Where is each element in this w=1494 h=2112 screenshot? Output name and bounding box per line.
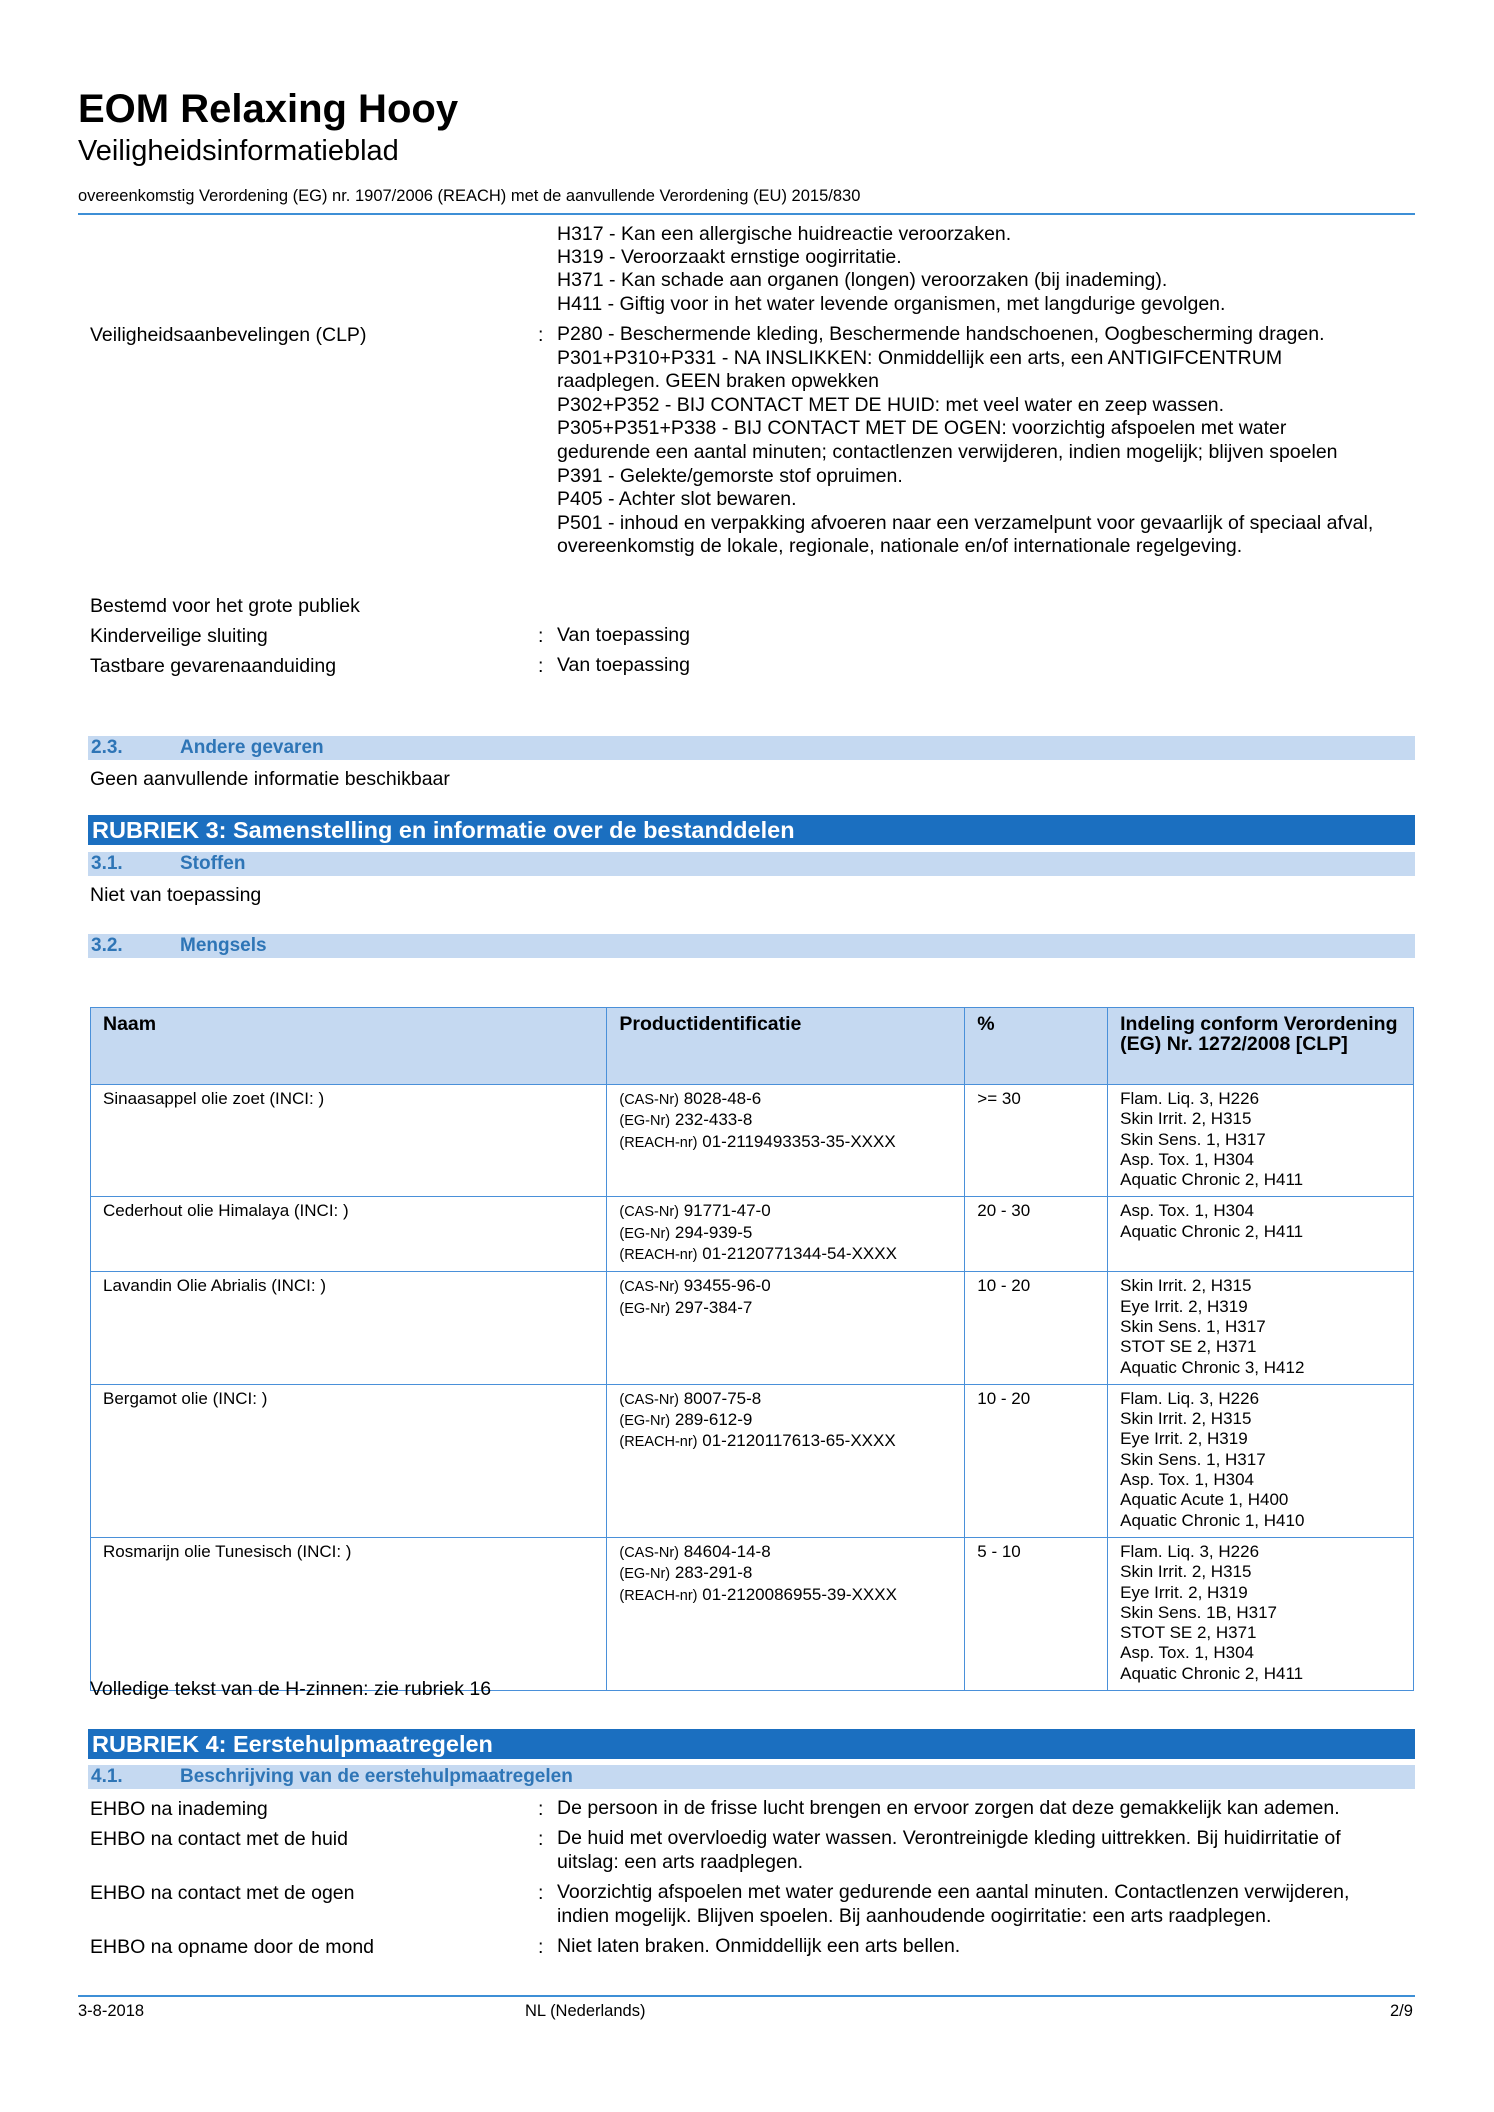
product-identification	[607, 1085, 965, 1197]
product-identification	[607, 1537, 965, 1690]
classification-line: Flam. Liq. 3, H226	[1120, 1388, 1260, 1408]
substance-name: Rosmarijn olie Tunesisch (INCI: )	[91, 1537, 607, 1690]
identifier-line	[619, 1298, 952, 1319]
classification-line: Skin Sens. 1, H317	[1120, 1129, 1266, 1149]
identifier-type: (REACH-nr)	[619, 1247, 698, 1264]
precautionary-line: P391 - Gelekte/gemorste stof opruimen.	[557, 465, 903, 487]
identifier-line	[619, 1223, 952, 1244]
identifier-line	[619, 1585, 952, 1606]
regulation-line: overeenkomstig Verordening (EG) nr. 1907/2006 (REACH) met de aanvullende Verordening (EU) 2015/830	[78, 187, 861, 205]
section-number: 3.1.	[91, 853, 123, 874]
public-label: Bestemd voor het grote publiek	[90, 595, 360, 617]
first-aid-label: EHBO na opname door de mond	[90, 1936, 375, 1958]
classification-line: Flam. Liq. 3, H226	[1120, 1541, 1260, 1561]
precautionary-colon: :	[538, 324, 544, 346]
identifier-value: 8007-75-8	[683, 1388, 762, 1408]
classification-line: Skin Irrit. 2, H315	[1120, 1109, 1252, 1129]
classification-line: Skin Sens. 1, H317	[1120, 1316, 1266, 1336]
clp-classification	[1108, 1384, 1414, 1537]
mixture-table	[90, 1007, 1414, 1691]
identifier-line	[619, 1089, 952, 1110]
classification-line: Skin Irrit. 2, H315	[1120, 1409, 1252, 1429]
identifier-line	[619, 1201, 952, 1222]
first-aid-text: De persoon in de frisse lucht brengen en ervoor zorgen dat deze gemakkelijk kan ademen.	[557, 1797, 1340, 1819]
identifier-type: (CAS-Nr)	[619, 1092, 679, 1108]
first-aid-colon: :	[538, 1936, 544, 1958]
classification-line: Aquatic Chronic 3, H412	[1120, 1357, 1305, 1377]
product-title: EOM Relaxing Hooy	[78, 87, 459, 131]
identifier-line	[619, 1410, 952, 1431]
product-identification	[607, 1272, 965, 1384]
first-aid-text: uitslag: een arts raadplegen.	[557, 1851, 804, 1873]
concentration: 5 - 10	[965, 1537, 1108, 1690]
classification-line: Eye Irrit. 2, H319	[1120, 1296, 1248, 1316]
rubriek-title: RUBRIEK 3: Samenstelling en informatie over de bestanddelen	[92, 817, 795, 843]
table-row	[91, 1272, 1414, 1384]
classification-line: Skin Irrit. 2, H315	[1120, 1562, 1252, 1582]
tactile-warning-value: Van toepassing	[557, 654, 690, 676]
identifier-value: 84604-14-8	[683, 1541, 771, 1561]
first-aid-colon: :	[538, 1828, 544, 1850]
classification-line: Asp. Tox. 1, H304	[1120, 1201, 1254, 1221]
classification-line: Skin Sens. 1B, H317	[1120, 1602, 1277, 1622]
hazard-statement: H317 - Kan een allergische huidreactie veroorzaken.	[557, 223, 1012, 245]
identifier-value: 283-291-8	[674, 1563, 753, 1583]
identifier-line	[619, 1563, 952, 1584]
precautionary-label: Veiligheidsaanbevelingen (CLP)	[90, 324, 367, 346]
identifier-value: 93455-96-0	[683, 1276, 771, 1296]
hazard-statement: H411 - Giftig voor in het water levende organismen, met langdurige gevolgen.	[557, 293, 1226, 315]
identifier-line	[619, 1244, 952, 1265]
precautionary-line: P302+P352 - BIJ CONTACT MET DE HUID: met veel water en zeep wassen.	[557, 394, 1225, 416]
identifier-value: 8028-48-6	[683, 1089, 762, 1108]
identifier-value: 01-2119493353-35-XXXX	[702, 1131, 896, 1151]
identifier-type: (CAS-Nr)	[619, 1391, 679, 1408]
tactile-warning-label: Tastbare gevarenaanduiding	[90, 655, 337, 677]
identifier-type: (CAS-Nr)	[619, 1279, 679, 1296]
first-aid-text: Voorzichtig afspoelen met water gedurende een aantal minuten. Contactlenzen verwijderen,	[557, 1881, 1350, 1903]
table-row	[91, 1197, 1414, 1272]
identifier-value: 01-2120117613-65-XXXX	[702, 1431, 896, 1451]
identifier-type: (REACH-nr)	[619, 1434, 698, 1451]
identifier-line	[619, 1276, 952, 1297]
table-row	[91, 1384, 1414, 1537]
table-header-row	[91, 1008, 1414, 1085]
clp-classification	[1108, 1537, 1414, 1690]
precautionary-line: P305+P351+P338 - BIJ CONTACT MET DE OGEN: voorzichtig afspoelen met water	[557, 417, 1287, 439]
identifier-value: 297-384-7	[674, 1297, 753, 1317]
section-number: 3.2.	[91, 935, 123, 956]
precautionary-line: P301+P310+P331 - NA INSLIKKEN: Onmiddellijk een arts, een ANTIGIFCENTRUM	[557, 347, 1283, 369]
identifier-type: (REACH-nr)	[619, 1134, 698, 1151]
section-3-1-text: Niet van toepassing	[90, 884, 262, 906]
identifier-value: 91771-47-0	[683, 1201, 771, 1221]
substance-name: Lavandin Olie Abrialis (INCI: )	[91, 1272, 607, 1384]
first-aid-text: indien mogelijk. Blijven spoelen. Bij aanhoudende oogirritatie: een arts raadplegen.	[557, 1905, 1272, 1927]
precautionary-line: overeenkomstig de lokale, regionale, nationale en/of internationale regelgeving.	[557, 535, 1243, 557]
identifier-type: (REACH-nr)	[619, 1587, 698, 1604]
footer-language: NL (Nederlands)	[525, 2002, 646, 2020]
classification-line: Aquatic Chronic 2, H411	[1120, 1663, 1304, 1683]
classification-line: Asp. Tox. 1, H304	[1120, 1149, 1254, 1169]
first-aid-label: EHBO na contact met de huid	[90, 1828, 348, 1850]
section-title: Beschrijving van de eerstehulpmaatregelen	[180, 1766, 573, 1787]
substance-name: Cederhout olie Himalaya (INCI: )	[91, 1197, 607, 1272]
classification-line: Aquatic Chronic 2, H411	[1120, 1170, 1304, 1190]
section-4-1-header	[88, 1765, 1415, 1789]
first-aid-text: Niet laten braken. Onmiddellijk een arts bellen.	[557, 1935, 961, 1957]
clp-classification	[1108, 1197, 1414, 1272]
section-number: 4.1.	[91, 1766, 123, 1787]
identifier-line	[619, 1389, 952, 1410]
identifier-type: (EG-Nr)	[619, 1300, 671, 1317]
section-3-2-header	[88, 934, 1415, 958]
first-aid-colon: :	[538, 1882, 544, 1904]
section-2-3-header	[88, 736, 1415, 760]
identifier-type: (EG-Nr)	[619, 1113, 671, 1130]
identifier-type: (EG-Nr)	[619, 1225, 671, 1242]
clp-classification	[1108, 1272, 1414, 1384]
footer-divider	[78, 1995, 1415, 1997]
product-identification	[607, 1384, 965, 1537]
rubriek-4-header	[88, 1729, 1415, 1759]
classification-line: Asp. Tox. 1, H304	[1120, 1470, 1254, 1490]
hazard-statement: H371 - Kan schade aan organen (longen) veroorzaken (bij inademing).	[557, 269, 1168, 291]
child-closure-colon: :	[538, 625, 544, 647]
header-divider	[78, 213, 1415, 215]
section-title: Stoffen	[180, 853, 246, 874]
first-aid-colon: :	[538, 1798, 544, 1820]
identifier-value: 294-939-5	[674, 1222, 753, 1242]
first-aid-label: EHBO na contact met de ogen	[90, 1882, 355, 1904]
identifier-type: (CAS-Nr)	[619, 1544, 679, 1561]
identifier-line	[619, 1132, 952, 1153]
precautionary-line: P405 - Achter slot bewaren.	[557, 488, 797, 510]
classification-line: Eye Irrit. 2, H319	[1120, 1429, 1248, 1449]
section-title: Andere gevaren	[180, 737, 324, 758]
classification-line: Skin Sens. 1, H317	[1120, 1449, 1266, 1469]
classification-line: Flam. Liq. 3, H226	[1120, 1089, 1260, 1108]
classification-line: Skin Irrit. 2, H315	[1120, 1276, 1252, 1296]
table-row	[91, 1537, 1414, 1690]
identifier-value: 232-433-8	[674, 1110, 753, 1130]
first-aid-label: EHBO na inademing	[90, 1798, 268, 1820]
classification-line: STOT SE 2, H371	[1120, 1623, 1257, 1643]
section-2-3-text: Geen aanvullende informatie beschikbaar	[90, 768, 450, 790]
footer-page-number: 2/9	[1390, 2002, 1413, 2020]
section-title: Mengsels	[180, 935, 267, 956]
identifier-value: 01-2120086955-39-XXXX	[702, 1584, 897, 1604]
classification-line: Asp. Tox. 1, H304	[1120, 1643, 1254, 1663]
mixture-table-body	[91, 1085, 1414, 1691]
concentration: >= 30	[965, 1085, 1108, 1197]
section-number: 2.3.	[91, 737, 123, 758]
child-closure-value: Van toepassing	[557, 624, 690, 646]
substance-name: Bergamot olie (INCI: )	[91, 1384, 607, 1537]
classification-line: Eye Irrit. 2, H319	[1120, 1582, 1248, 1602]
column-header-name: Naam	[91, 1008, 607, 1085]
identifier-line	[619, 1542, 952, 1563]
clp-classification	[1108, 1085, 1414, 1197]
footer-date: 3-8-2018	[78, 2002, 145, 2020]
identifier-value: 01-2120771344-54-XXXX	[702, 1244, 897, 1264]
classification-line: STOT SE 2, H371	[1120, 1337, 1257, 1357]
precautionary-line: P501 - inhoud en verpakking afvoeren naar een verzamelpunt voor gevaarlijk of speciaal afval,	[557, 512, 1374, 534]
identifier-line	[619, 1431, 952, 1452]
classification-line: Aquatic Chronic 2, H411	[1120, 1221, 1304, 1241]
rubriek-3-header	[88, 815, 1415, 845]
first-aid-text: De huid met overvloedig water wassen. Verontreinigde kleding uittrekken. Bij huidirritatie of	[557, 1827, 1341, 1849]
precautionary-line: raadplegen. GEEN braken opwekken	[557, 370, 879, 392]
identifier-value: 289-612-9	[674, 1410, 753, 1430]
concentration: 10 - 20	[965, 1384, 1108, 1537]
identifier-type: (CAS-Nr)	[619, 1204, 679, 1221]
column-header-product-id: Productidentificatie	[607, 1008, 965, 1085]
column-header-percent: %	[965, 1008, 1108, 1085]
section-3-1-header	[88, 852, 1415, 876]
identifier-line	[619, 1110, 952, 1131]
concentration: 20 - 30	[965, 1197, 1108, 1272]
tactile-warning-colon: :	[538, 655, 544, 677]
table-row	[91, 1085, 1414, 1197]
child-closure-label: Kinderveilige sluiting	[90, 625, 268, 647]
classification-line: Aquatic Chronic 1, H410	[1120, 1510, 1305, 1530]
substance-name: Sinaasappel olie zoet (INCI: )	[91, 1085, 607, 1197]
precautionary-line: gedurende een aantal minuten; contactlenzen verwijderen, indien mogelijk; blijven spoelen	[557, 441, 1338, 463]
identifier-type: (EG-Nr)	[619, 1566, 671, 1583]
hazard-statement: H319 - Veroorzaakt ernstige oogirritatie.	[557, 246, 902, 268]
classification-line: Aquatic Acute 1, H400	[1120, 1490, 1289, 1510]
concentration: 10 - 20	[965, 1272, 1108, 1384]
document-type: Veiligheidsinformatieblad	[78, 135, 399, 167]
identifier-type: (EG-Nr)	[619, 1413, 671, 1430]
h-phrases-note: Volledige tekst van de H-zinnen: zie rubriek 16	[90, 1678, 492, 1700]
column-header-classification: Indeling conform Verordening (EG) Nr. 1272/2008 [CLP]	[1108, 1008, 1414, 1085]
product-identification	[607, 1197, 965, 1272]
precautionary-line: P280 - Beschermende kleding, Beschermende handschoenen, Oogbescherming dragen.	[557, 323, 1325, 345]
rubriek-title: RUBRIEK 4: Eerstehulpmaatregelen	[92, 1731, 493, 1757]
